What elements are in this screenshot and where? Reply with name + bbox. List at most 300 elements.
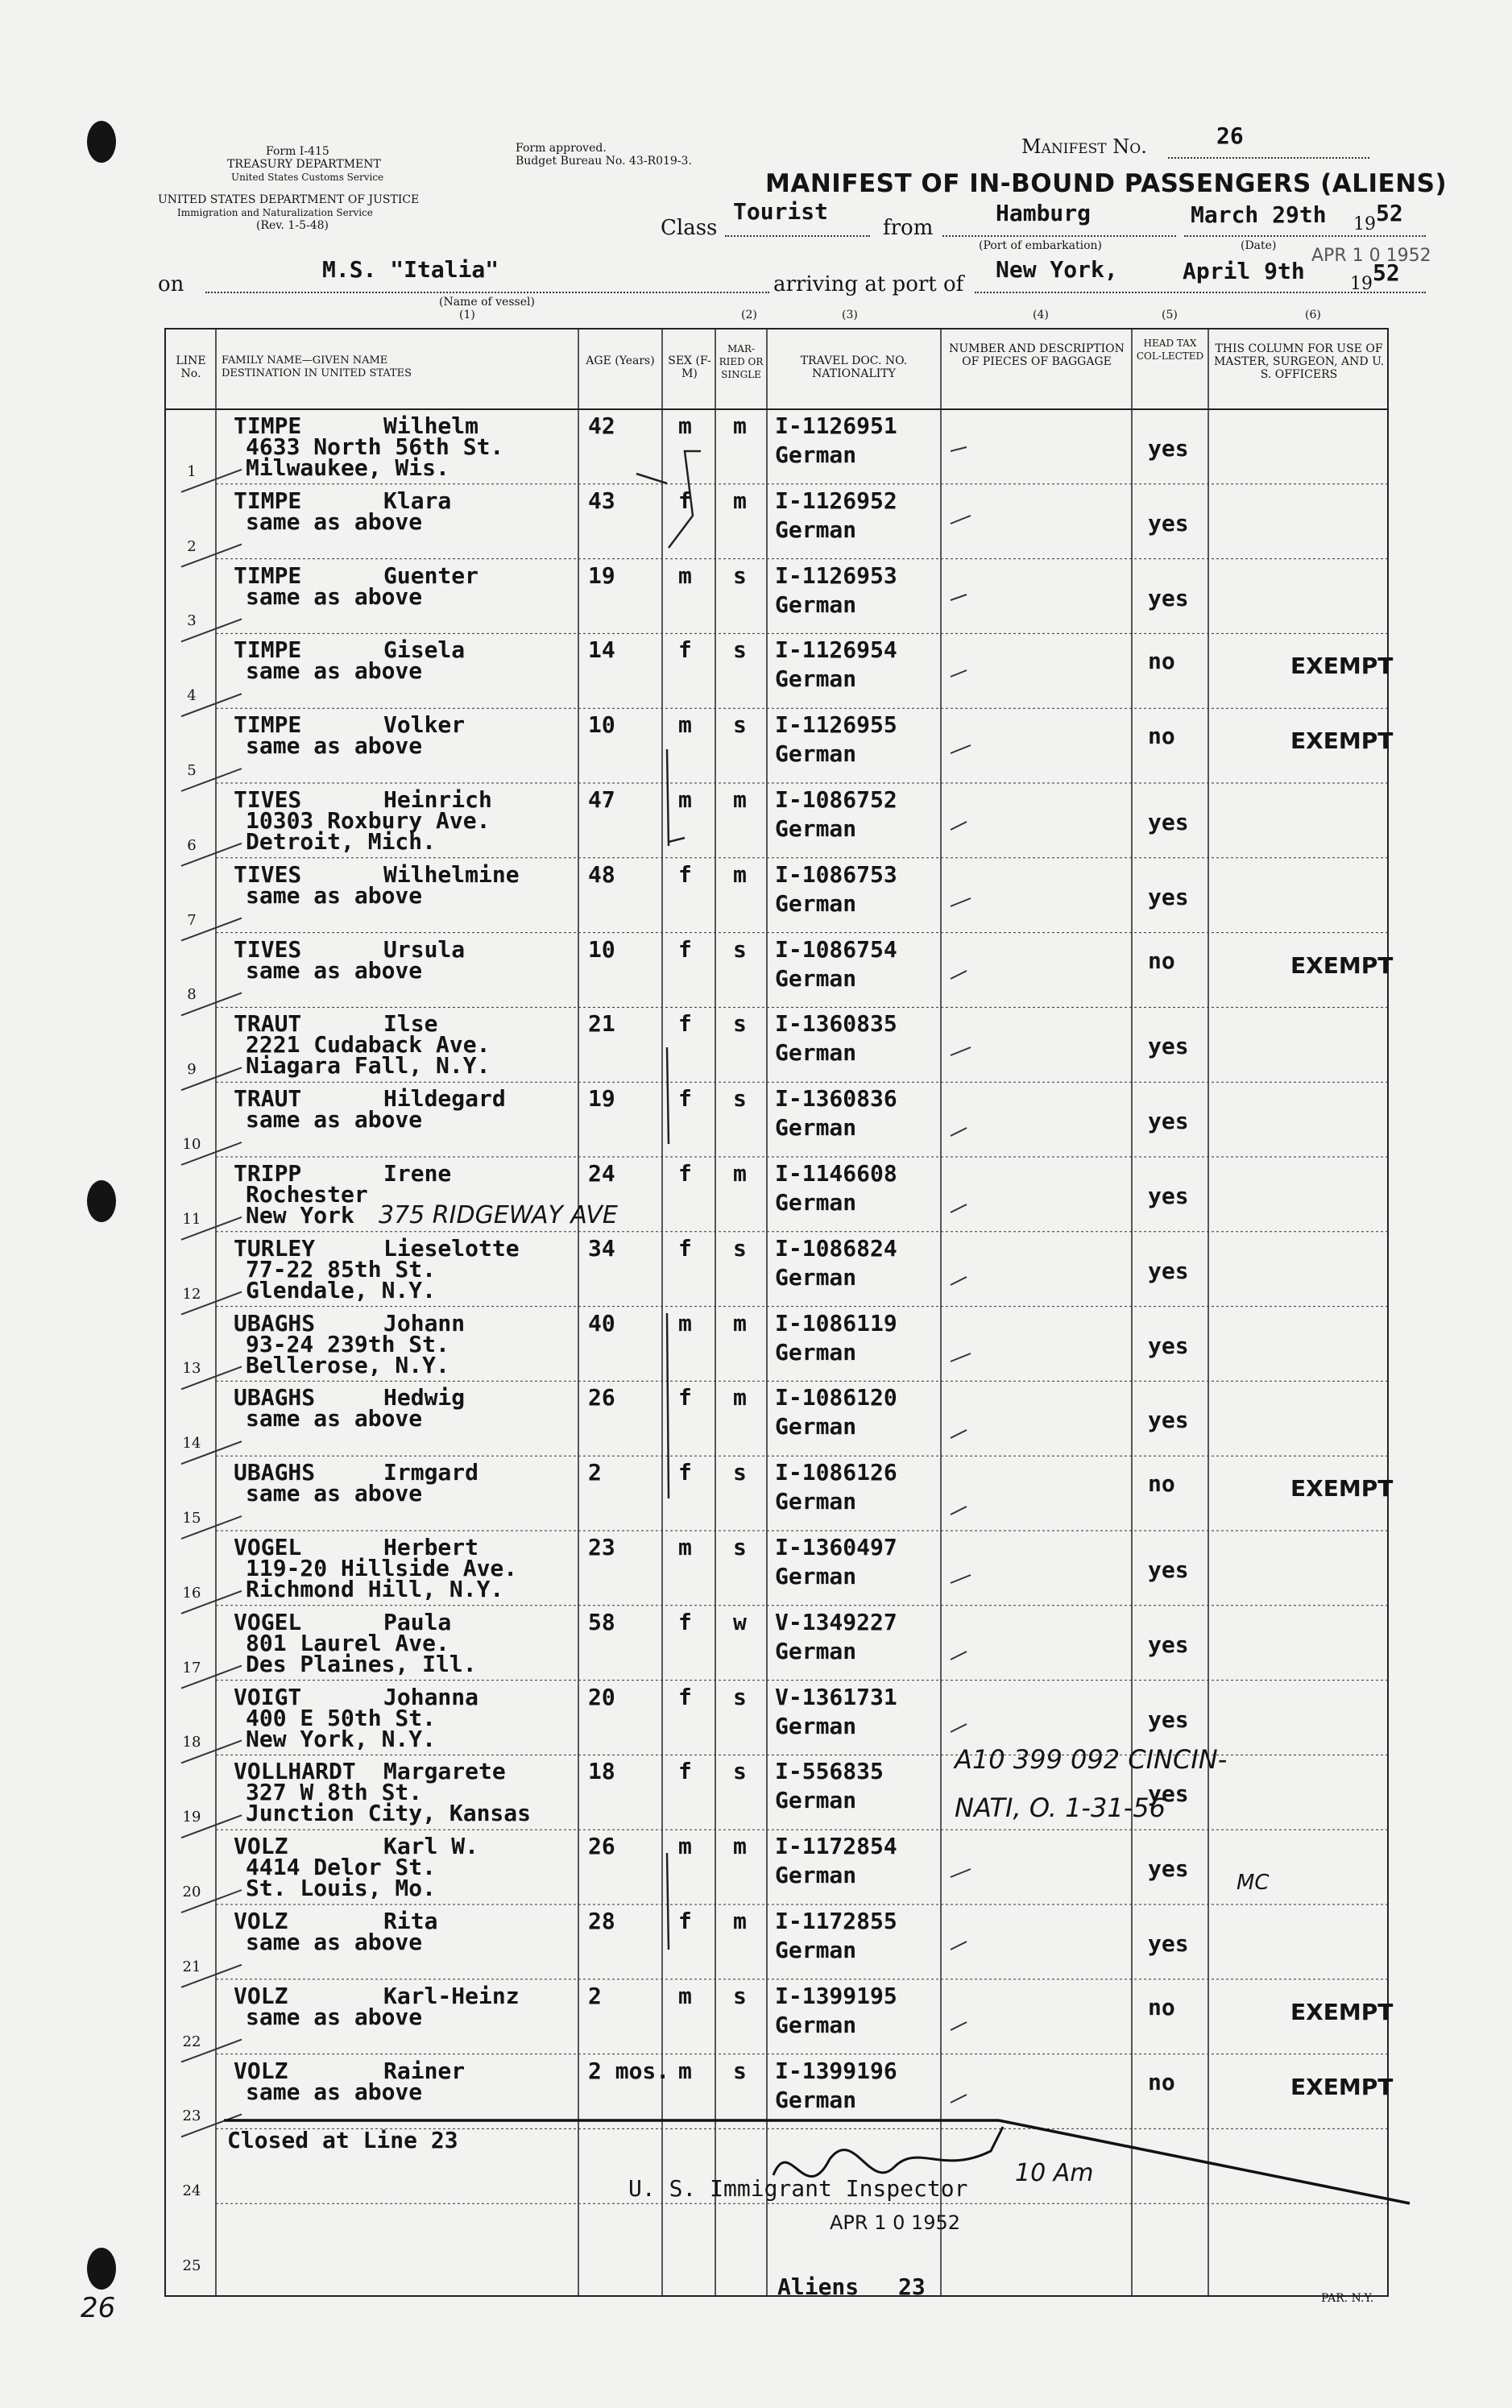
marital-status: m bbox=[733, 1384, 747, 1411]
given-name: Ursula bbox=[383, 935, 466, 963]
sex: m bbox=[678, 2057, 692, 2084]
line-number: 18 bbox=[182, 1734, 201, 1751]
given-name: Volker bbox=[383, 711, 466, 739]
exempt-stamp: EXEMPT bbox=[1290, 951, 1394, 979]
head-tax: no bbox=[1148, 1993, 1175, 2020]
age: 19 bbox=[588, 562, 615, 589]
line-number: 4 bbox=[187, 687, 197, 705]
table-row bbox=[0, 1830, 1512, 1907]
table-row bbox=[0, 2054, 1512, 2132]
line-number: 1 bbox=[187, 462, 197, 480]
family-name: UBAGHS bbox=[234, 1309, 316, 1337]
age: 14 bbox=[588, 636, 615, 664]
given-name: Rita bbox=[383, 1908, 438, 1934]
manifest-title: MANIFEST OF IN-BOUND PASSENGERS (ALIENS) bbox=[765, 169, 1448, 198]
head-tax: yes bbox=[1148, 1033, 1189, 1060]
family-name: TIMPE bbox=[234, 412, 302, 439]
head-tax: no bbox=[1148, 2068, 1175, 2095]
manifest-no: 26 bbox=[1216, 122, 1244, 149]
marital-status: m bbox=[733, 1833, 747, 1860]
nationality: German bbox=[775, 441, 857, 468]
marital-status: s bbox=[733, 711, 747, 739]
nationality: German bbox=[775, 740, 857, 768]
family-name: TIMPE bbox=[234, 711, 302, 739]
travel-doc-no: I-1126952 bbox=[775, 487, 897, 514]
port-embark-label: (Port of embarkation) bbox=[979, 239, 1102, 252]
given-name: Ilse bbox=[383, 1010, 438, 1038]
col-num-2: (2) bbox=[741, 309, 757, 321]
age: 42 bbox=[588, 412, 615, 439]
nationality: German bbox=[775, 1488, 857, 1515]
family-name: TIMPE bbox=[234, 636, 302, 664]
given-name: Karl-Heinz bbox=[383, 1982, 520, 2009]
table-row bbox=[0, 1755, 1512, 1832]
top-receipt-stamp: APR 1 0 1952 bbox=[1311, 246, 1431, 266]
table-row bbox=[0, 1082, 1512, 1159]
family-name: TIMPE bbox=[234, 562, 302, 589]
destination-line2: Milwaukee, Wis. bbox=[246, 454, 449, 481]
customs-label: United States Customs Service bbox=[231, 172, 384, 183]
line-number: 19 bbox=[182, 1809, 201, 1826]
col-header-officer: THIS COLUMN FOR USE OF MASTER, SURGEON, AND U. S. OFFICERS bbox=[1213, 342, 1385, 381]
travel-doc-no: V-1361731 bbox=[775, 1683, 897, 1710]
family-name: TURLEY bbox=[234, 1234, 316, 1262]
nationality: German bbox=[775, 1563, 857, 1589]
given-name: Guenter bbox=[383, 562, 479, 589]
travel-doc-no: I-1086119 bbox=[775, 1309, 897, 1337]
sex: f bbox=[678, 636, 692, 664]
line-number: 14 bbox=[182, 1435, 201, 1453]
destination-line1: 4633 North 56th St. bbox=[246, 433, 504, 460]
age: 2 mos. bbox=[588, 2057, 670, 2084]
sex: m bbox=[678, 1833, 692, 1860]
sex: m bbox=[678, 786, 692, 813]
table-row bbox=[0, 1381, 1512, 1458]
head-tax: yes bbox=[1148, 1257, 1189, 1284]
vessel-label: (Name of vessel) bbox=[439, 296, 535, 309]
destination-line1: 119-20 Hillside Ave. bbox=[246, 1555, 518, 1581]
age: 26 bbox=[588, 1833, 615, 1860]
sex: m bbox=[678, 1309, 692, 1337]
family-name: VOGEL bbox=[234, 1608, 302, 1635]
age: 21 bbox=[588, 1010, 615, 1038]
destination-line1: same as above bbox=[246, 1106, 423, 1134]
col-header-baggage: NUMBER AND DESCRIPTION OF PIECES OF BAGGAGE bbox=[949, 342, 1125, 368]
line-number: 3 bbox=[187, 612, 197, 630]
table-row bbox=[0, 633, 1512, 711]
head-tax: yes bbox=[1148, 1183, 1189, 1209]
sex: m bbox=[678, 562, 692, 589]
travel-doc-no: I-1172854 bbox=[775, 1833, 897, 1860]
exempt-stamp: EXEMPT bbox=[1290, 653, 1394, 680]
handwritten-address: 375 RIDGEWAY AVE bbox=[379, 1201, 618, 1229]
travel-doc-no: I-1399195 bbox=[775, 1982, 897, 2009]
marital-status: m bbox=[733, 786, 747, 813]
inspection-time: 10 Am bbox=[1015, 2159, 1094, 2187]
table-row bbox=[0, 1606, 1512, 1683]
marital-status: s bbox=[733, 1982, 747, 2009]
age: 2 bbox=[588, 1459, 602, 1486]
col-header-age: AGE (Years) bbox=[586, 354, 655, 367]
line-number: 2 bbox=[187, 537, 197, 555]
depart-year-prefix: 19 bbox=[1353, 214, 1376, 234]
naturalization-note-line1: A10 399 092 CINCIN- bbox=[955, 1744, 1228, 1775]
line-number: 10 bbox=[182, 1135, 201, 1153]
nationality: German bbox=[775, 516, 857, 543]
nationality: German bbox=[775, 591, 857, 618]
marital-status: m bbox=[733, 412, 747, 439]
from-label: from bbox=[883, 216, 934, 240]
col-header-name: FAMILY NAME—GIVEN NAME DESTINATION IN UNITED STATES bbox=[222, 354, 412, 379]
given-name: Paula bbox=[383, 1608, 452, 1635]
line-number: 7 bbox=[187, 911, 197, 929]
given-name: Wilhelm bbox=[383, 412, 479, 439]
travel-doc-no: V-1349227 bbox=[775, 1608, 897, 1635]
destination-line1: Rochester bbox=[246, 1181, 368, 1208]
sex: f bbox=[678, 1908, 692, 1934]
given-name: Klara bbox=[383, 487, 452, 514]
head-tax: no bbox=[1148, 1470, 1175, 1498]
nationality: German bbox=[775, 1637, 857, 1664]
line-number: 11 bbox=[182, 1210, 201, 1228]
class-label: Class bbox=[661, 216, 718, 240]
destination-line1: same as above bbox=[246, 657, 423, 685]
budget-label: Budget Bureau No. 43-R019-3. bbox=[516, 155, 692, 168]
destination-line1: 801 Laurel Ave. bbox=[246, 1629, 449, 1656]
nationality: German bbox=[775, 1413, 857, 1440]
destination-line1: 93-24 239th St. bbox=[246, 1330, 449, 1357]
table-row bbox=[0, 1456, 1512, 1533]
head-tax: yes bbox=[1148, 1631, 1189, 1658]
destination-line2: St. Louis, Mo. bbox=[246, 1875, 437, 1902]
table-row bbox=[0, 933, 1512, 1010]
age: 58 bbox=[588, 1608, 615, 1635]
destination-line1: same as above bbox=[246, 2003, 423, 2030]
travel-doc-no: I-1360835 bbox=[775, 1010, 897, 1038]
head-tax: yes bbox=[1148, 509, 1189, 537]
exempt-stamp: EXEMPT bbox=[1290, 2073, 1394, 2100]
table-row bbox=[0, 783, 1512, 860]
head-tax: yes bbox=[1148, 1556, 1189, 1583]
table-row bbox=[0, 559, 1512, 636]
family-name: VOLZ bbox=[234, 1833, 288, 1860]
treasury-label: TREASURY DEPARTMENT bbox=[227, 158, 381, 171]
nationality: German bbox=[775, 964, 857, 992]
table-row bbox=[0, 1531, 1512, 1608]
sex: f bbox=[678, 860, 692, 888]
table-row bbox=[0, 708, 1512, 785]
family-name: VOLLHARDT bbox=[234, 1758, 356, 1785]
family-name: TRAUT bbox=[234, 1085, 302, 1113]
arrive-year-prefix: 19 bbox=[1350, 274, 1373, 294]
sex: f bbox=[678, 487, 692, 514]
destination-line2: Junction City, Kansas bbox=[246, 1800, 532, 1827]
sex: f bbox=[678, 1234, 692, 1262]
line-number: 16 bbox=[182, 1584, 201, 1602]
given-name: Margarete bbox=[383, 1758, 506, 1785]
marital-status: m bbox=[733, 487, 747, 514]
marital-status: s bbox=[733, 1534, 747, 1560]
travel-doc-no: I-1172855 bbox=[775, 1908, 897, 1934]
col-header-married: MAR-RIED OR SINGLE bbox=[719, 343, 764, 380]
destination-line2: Glendale, N.Y. bbox=[246, 1276, 437, 1303]
col-header-tax: HEAD TAX COL-LECTED bbox=[1136, 338, 1204, 362]
family-name: VOIGT bbox=[234, 1683, 302, 1710]
travel-doc-no: I-1086752 bbox=[775, 786, 897, 813]
given-name: Irmgard bbox=[383, 1459, 479, 1486]
page-mark: 26 bbox=[81, 2292, 116, 2324]
destination-line1: same as above bbox=[246, 881, 423, 909]
sex: f bbox=[678, 1608, 692, 1635]
exempt-stamp: EXEMPT bbox=[1290, 1475, 1394, 1502]
nationality: German bbox=[775, 2086, 857, 2113]
vessel-name: M.S. "Italia" bbox=[322, 256, 499, 283]
head-tax: yes bbox=[1148, 1332, 1189, 1359]
approved-label: Form approved. bbox=[516, 142, 607, 155]
destination-line1: 2221 Cudaback Ave. bbox=[246, 1031, 491, 1059]
closed-at-line: Closed at Line 23 bbox=[227, 2127, 458, 2153]
head-tax: yes bbox=[1148, 883, 1189, 910]
arrival-date: April 9th bbox=[1183, 258, 1305, 284]
destination-line1: 4414 Delor St. bbox=[246, 1854, 437, 1881]
date-label: (Date) bbox=[1241, 239, 1277, 252]
age: 34 bbox=[588, 1234, 615, 1262]
sex: m bbox=[678, 412, 692, 439]
age: 24 bbox=[588, 1160, 615, 1187]
head-tax: yes bbox=[1148, 1705, 1189, 1733]
table-row bbox=[0, 484, 1512, 562]
given-name: Heinrich bbox=[383, 786, 492, 813]
destination-line1: 327 W 8th St. bbox=[246, 1779, 423, 1806]
travel-doc-no: I-1086120 bbox=[775, 1384, 897, 1411]
destination-line2: Richmond Hill, N.Y. bbox=[246, 1576, 504, 1602]
col-num-6: (6) bbox=[1305, 309, 1321, 321]
arrive-year: 52 bbox=[1373, 259, 1400, 286]
head-tax: yes bbox=[1148, 584, 1189, 611]
family-name: VOLZ bbox=[234, 1982, 288, 2009]
nationality: German bbox=[775, 1263, 857, 1291]
given-name: Lieselotte bbox=[383, 1234, 520, 1262]
head-tax: yes bbox=[1148, 1780, 1189, 1808]
marital-status: w bbox=[733, 1608, 747, 1635]
nationality: German bbox=[775, 1862, 857, 1889]
given-name: Hedwig bbox=[383, 1384, 466, 1411]
family-name: VOLZ bbox=[234, 1908, 288, 1934]
col-num-5: (5) bbox=[1162, 309, 1178, 321]
form-id: Form I-415 bbox=[266, 145, 329, 158]
nationality: German bbox=[775, 1937, 857, 1963]
naturalization-note-line2: NATI, O. 1-31-56 bbox=[955, 1793, 1166, 1823]
line-number: 6 bbox=[187, 836, 197, 854]
destination-line1: same as above bbox=[246, 956, 423, 984]
col-num-1: (1) bbox=[459, 309, 475, 321]
nationality: German bbox=[775, 665, 857, 693]
destination-line1: same as above bbox=[246, 1405, 423, 1432]
sex: f bbox=[678, 1160, 692, 1187]
travel-doc-no: I-1086126 bbox=[775, 1459, 897, 1486]
head-tax: no bbox=[1148, 723, 1175, 750]
sex: m bbox=[678, 1982, 692, 2009]
marital-status: s bbox=[733, 1010, 747, 1038]
travel-doc-no: I-1126955 bbox=[775, 711, 897, 739]
line-number: 17 bbox=[182, 1659, 201, 1676]
line-number: 8 bbox=[187, 986, 197, 1004]
destination-line1: 10303 Roxbury Ave. bbox=[246, 807, 491, 834]
line-number: 20 bbox=[182, 1883, 201, 1900]
destination-line2: New York bbox=[246, 1202, 354, 1229]
nationality: German bbox=[775, 1039, 857, 1067]
table-row bbox=[0, 1007, 1512, 1084]
destination-line2: Des Plaines, Ill. bbox=[246, 1650, 477, 1677]
given-name: Karl W. bbox=[383, 1833, 479, 1860]
travel-doc-no: I-1126953 bbox=[775, 562, 897, 589]
head-tax: no bbox=[1148, 648, 1175, 675]
given-name: Herbert bbox=[383, 1534, 479, 1560]
sex: f bbox=[678, 1459, 692, 1486]
travel-doc-no: I-1399196 bbox=[775, 2057, 897, 2084]
travel-doc-no: I-1086753 bbox=[775, 860, 897, 888]
family-name: TIMPE bbox=[234, 487, 302, 514]
line-number: 13 bbox=[182, 1360, 201, 1378]
family-name: UBAGHS bbox=[234, 1384, 316, 1411]
line-number: 25 bbox=[182, 2257, 201, 2274]
age: 10 bbox=[588, 935, 615, 963]
table-row bbox=[0, 1157, 1512, 1234]
col-num-4: (4) bbox=[1033, 309, 1049, 321]
class-value: Tourist bbox=[733, 198, 829, 225]
family-name: VOLZ bbox=[234, 2057, 288, 2084]
travel-doc-no: I-1146608 bbox=[775, 1160, 897, 1187]
nationality: German bbox=[775, 2011, 857, 2038]
family-name: UBAGHS bbox=[234, 1459, 316, 1486]
line-number: 5 bbox=[187, 761, 197, 779]
destination-line1: same as above bbox=[246, 2078, 423, 2105]
line-number: 15 bbox=[182, 1509, 201, 1527]
initials-note: MC bbox=[1237, 1871, 1270, 1895]
sex: f bbox=[678, 1085, 692, 1113]
destination-line1: same as above bbox=[246, 1929, 423, 1955]
family-name: TIVES bbox=[234, 786, 302, 813]
sex: f bbox=[678, 935, 692, 963]
marital-status: s bbox=[733, 2057, 747, 2084]
head-tax: yes bbox=[1148, 809, 1189, 835]
revision-label: (Rev. 1-5-48) bbox=[256, 219, 329, 232]
marital-status: m bbox=[733, 1160, 747, 1187]
travel-doc-no: I-1086754 bbox=[775, 935, 897, 963]
destination-line2: Detroit, Mich. bbox=[246, 828, 437, 855]
nationality: German bbox=[775, 1712, 857, 1739]
from-value: Hamburg bbox=[996, 200, 1092, 226]
nationality: German bbox=[775, 815, 857, 842]
age: 28 bbox=[588, 1908, 615, 1934]
inspector-label: U. S. Immigrant Inspector bbox=[628, 2175, 968, 2202]
marital-status: m bbox=[733, 1908, 747, 1934]
sex: f bbox=[678, 1758, 692, 1785]
age: 23 bbox=[588, 1534, 615, 1560]
arrival-port: New York, bbox=[996, 256, 1118, 283]
destination-line1: same as above bbox=[246, 508, 423, 535]
age: 43 bbox=[588, 487, 615, 514]
on-label: on bbox=[158, 272, 184, 296]
age: 20 bbox=[588, 1683, 615, 1710]
given-name: Irene bbox=[383, 1160, 452, 1187]
justice-label: UNITED STATES DEPARTMENT OF JUSTICE bbox=[158, 193, 420, 206]
head-tax: no bbox=[1148, 947, 1175, 974]
family-name: VOGEL bbox=[234, 1534, 302, 1560]
travel-doc-no: I-1360497 bbox=[775, 1534, 897, 1560]
travel-doc-no: I-1086824 bbox=[775, 1234, 897, 1262]
col-num-3: (3) bbox=[842, 309, 858, 321]
line-number: 21 bbox=[182, 1958, 201, 1975]
head-tax: yes bbox=[1148, 1407, 1189, 1434]
printer-mark: PAR. N.Y. bbox=[1321, 2292, 1374, 2305]
given-name: Gisela bbox=[383, 636, 466, 664]
given-name: Johann bbox=[383, 1309, 466, 1337]
travel-doc-no: I-556835 bbox=[775, 1758, 884, 1785]
travel-doc-no: I-1126954 bbox=[775, 636, 897, 664]
given-name: Johanna bbox=[383, 1683, 479, 1710]
age: 40 bbox=[588, 1309, 615, 1337]
given-name: Hildegard bbox=[383, 1085, 506, 1113]
nationality: German bbox=[775, 889, 857, 917]
sex: f bbox=[678, 1683, 692, 1710]
aliens-label: Aliens bbox=[777, 2273, 860, 2300]
destination-line2: Bellerose, N.Y. bbox=[246, 1351, 449, 1378]
age: 26 bbox=[588, 1384, 615, 1411]
age: 47 bbox=[588, 786, 615, 813]
line-number: 22 bbox=[182, 2033, 201, 2050]
table-row bbox=[0, 858, 1512, 935]
destination-line1: 77-22 85th St. bbox=[246, 1255, 437, 1283]
given-name: Wilhelmine bbox=[383, 860, 520, 888]
col-header-line: LINE No. bbox=[176, 354, 206, 380]
marital-status: s bbox=[733, 1683, 747, 1710]
marital-status: s bbox=[733, 1459, 747, 1486]
table-row bbox=[0, 1979, 1512, 2057]
head-tax: yes bbox=[1148, 1930, 1189, 1957]
line-number: 23 bbox=[182, 2108, 201, 2125]
sex: m bbox=[678, 1534, 692, 1560]
nationality: German bbox=[775, 1189, 857, 1216]
exempt-stamp: EXEMPT bbox=[1290, 1998, 1394, 2025]
ins-label: Immigration and Naturalization Service bbox=[177, 207, 373, 218]
marital-status: s bbox=[733, 636, 747, 664]
sex: f bbox=[678, 1384, 692, 1411]
manifest-no-label: Manifest No. bbox=[1021, 135, 1147, 158]
exempt-stamp: EXEMPT bbox=[1290, 727, 1394, 755]
marital-status: s bbox=[733, 1758, 747, 1785]
nationality: German bbox=[775, 1787, 857, 1814]
line-number: 24 bbox=[182, 2182, 201, 2200]
nationality: German bbox=[775, 1338, 857, 1366]
age: 19 bbox=[588, 1085, 615, 1113]
head-tax: yes bbox=[1148, 1855, 1189, 1883]
table-row bbox=[0, 409, 1512, 487]
col-header-travel: TRAVEL DOC. NO. NATIONALITY bbox=[800, 354, 908, 380]
table-row bbox=[0, 1307, 1512, 1384]
head-tax: yes bbox=[1148, 1108, 1189, 1135]
head-tax: yes bbox=[1148, 435, 1189, 462]
family-name: TRAUT bbox=[234, 1010, 302, 1038]
given-name: Rainer bbox=[383, 2057, 466, 2084]
marital-status: m bbox=[733, 860, 747, 888]
table-row bbox=[0, 1904, 1512, 1982]
family-name: TIVES bbox=[234, 860, 302, 888]
line-number: 9 bbox=[187, 1061, 197, 1079]
family-name: TIVES bbox=[234, 935, 302, 963]
travel-doc-no: I-1360836 bbox=[775, 1085, 897, 1113]
family-name: TRIPP bbox=[234, 1160, 302, 1187]
